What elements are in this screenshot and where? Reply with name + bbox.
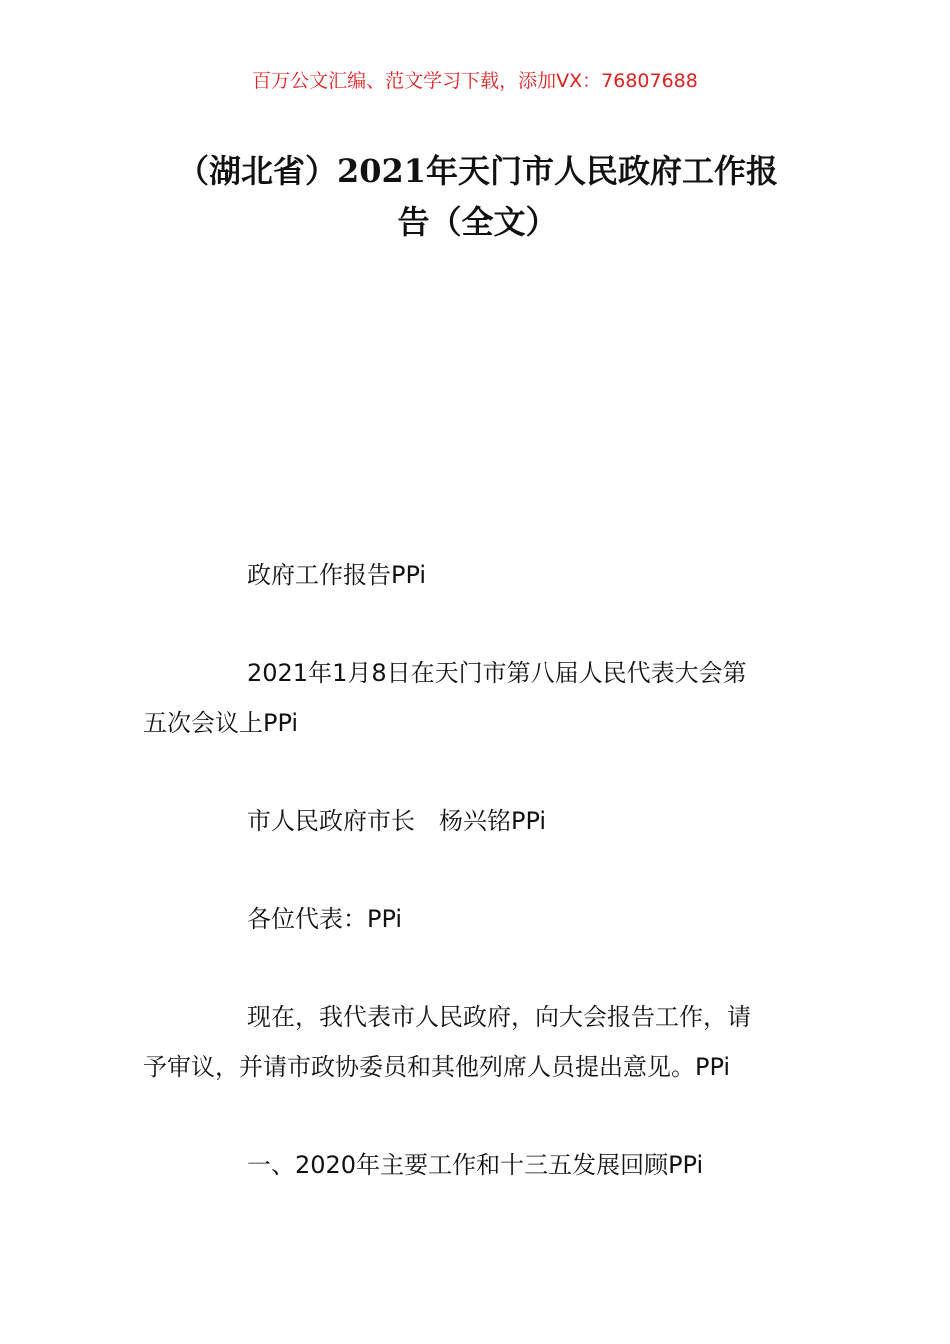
paragraph-introduction	[143, 992, 808, 1092]
document-body	[143, 550, 808, 1238]
paragraph-line: 予审议，并请市政协委员和其他列席人员提出意见。PPi	[143, 1053, 731, 1081]
document-title-line-2: 告（全文）	[397, 203, 558, 241]
paragraph-report-label	[143, 550, 808, 600]
paragraph-line: 现在，我代表市人民政府，向大会报告工作，请	[247, 1003, 751, 1031]
paragraph-line: 各位代表：PPi	[247, 905, 403, 933]
header-notice: 百万公文汇编、范文学习下载，添加VX：76807688	[252, 70, 698, 92]
document-title-line-1: （湖北省）2021年天门市人民政府工作报	[176, 152, 779, 190]
paragraph-speaker	[143, 796, 808, 846]
paragraph-line: 一、2020年主要工作和十三五发展回顾PPi	[247, 1151, 704, 1179]
paragraph-line: 五次会议上PPi	[143, 709, 299, 737]
paragraph-line: 政府工作报告PPi	[247, 561, 427, 589]
paragraph-line: 2021年1月8日在天门市第八届人民代表大会第	[247, 659, 747, 687]
paragraph-line: 市人民政府市长 杨兴铭PPi	[247, 807, 547, 835]
paragraph-salutation	[143, 894, 808, 944]
section-heading-review	[143, 1140, 808, 1190]
document-title	[145, 146, 810, 248]
paragraph-meeting-date	[143, 648, 808, 748]
